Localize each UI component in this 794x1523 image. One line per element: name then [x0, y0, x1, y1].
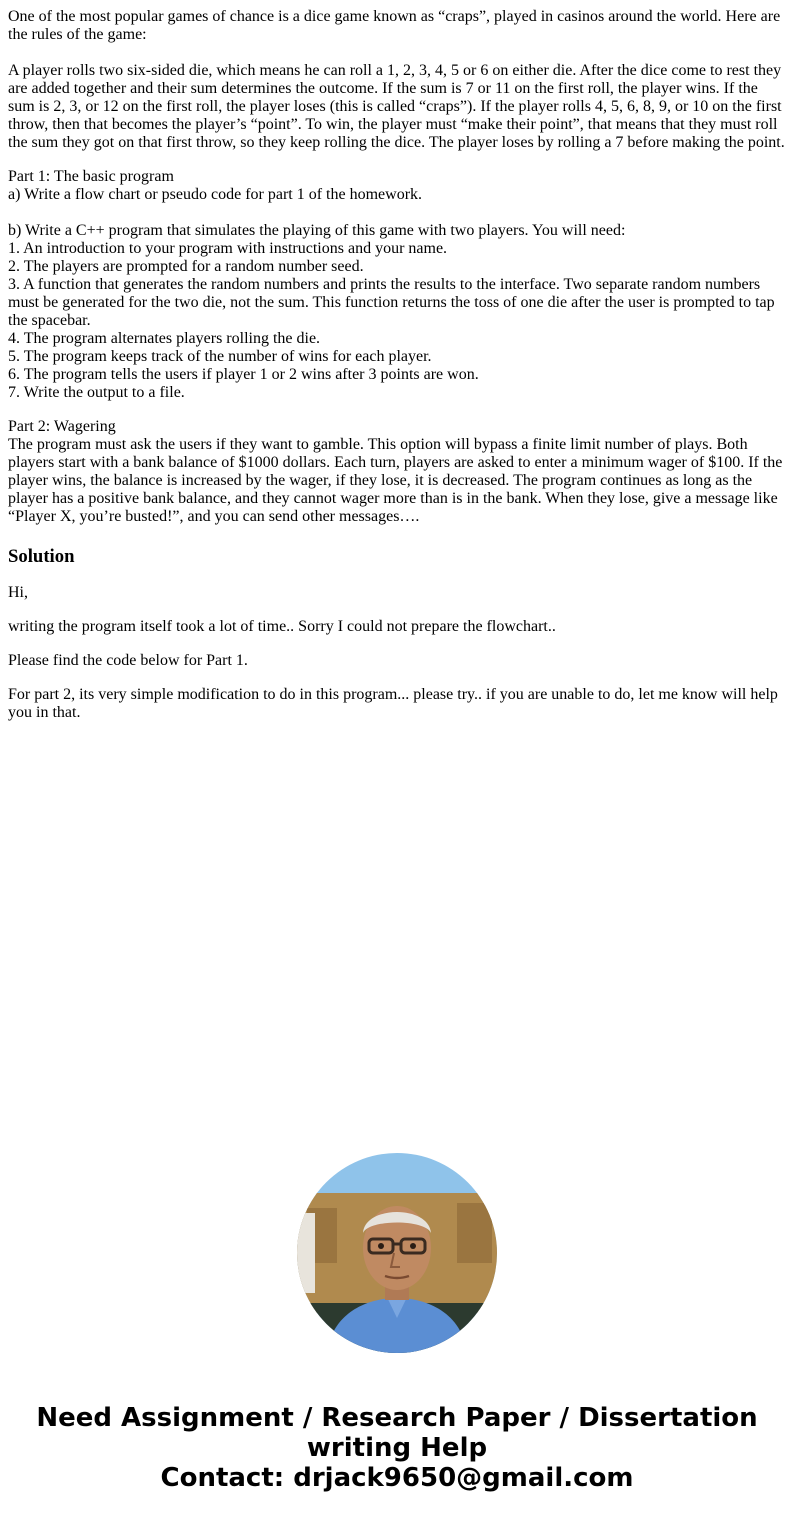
part1-b-section	[8, 222, 786, 402]
promo-banner	[0, 1403, 794, 1493]
author-avatar	[297, 1153, 497, 1353]
promo-line: Need Assignment / Research Paper / Dissertation	[36, 1403, 758, 1433]
question-rules: A player rolls two six-sided die, which means he can roll a 1, 2, 3, 4, 5 or 6 on either die. After the dice come to rest they are added together and their sum determines the outcome. If the sum is 7 or 11 on the first roll, the player wins. If the sum is 2, 3, or 12 on the first roll, the player loses (this is called “craps”). If the player rolls 4, 5, 6, 8, 9, or 10 on the first throw, then that becomes the player’s “point”. To win, the player must “make their point”, that means that they must roll the sum they got on that first throw, so they keep rolling the dice. The player loses by rolling a 7 before making the point.	[8, 62, 785, 151]
solution-paragraph: writing the program itself took a lot of time.. Sorry I could not prepare the flowchart..	[8, 618, 556, 635]
part1-section	[8, 168, 786, 204]
promo-contact: Contact: drjack9650@gmail.com	[160, 1463, 634, 1493]
requirement-item: 7. Write the output to a file.	[8, 384, 185, 401]
requirement-item: 3. A function that generates the random numbers and prints the results to the interface. Two separate random numbers must be generated for the two die, not the sum. This function returns the toss of one die after the user is prompted to tap the spacebar.	[8, 276, 775, 329]
requirement-item: 2. The players are prompted for a random number seed.	[8, 258, 364, 275]
solution-paragraph: Hi,	[8, 584, 28, 601]
requirement-item: 6. The program tells the users if player 1 or 2 wins after 3 points are won.	[8, 366, 479, 383]
part2-section	[8, 418, 786, 526]
solution-paragraph: Please find the code below for Part 1.	[8, 652, 248, 669]
requirement-item: 5. The program keeps track of the number of wins for each player.	[8, 348, 432, 365]
solution-paragraph: For part 2, its very simple modification to do in this program... please try.. if you are unable to do, let me know will help you in that.	[8, 686, 778, 721]
part1-item-a: a) Write a flow chart or pseudo code for part 1 of the homework.	[8, 186, 423, 203]
solution-body	[8, 584, 786, 722]
part1-item-b: b) Write a C++ program that simulates the playing of this game with two players. You will need:	[8, 222, 626, 239]
requirement-item: 4. The program alternates players rolling the die.	[8, 330, 321, 347]
part1-title: Part 1: The basic program	[8, 168, 174, 185]
question-intro: One of the most popular games of chance is a dice game known as “craps”, played in casinos around the world. Here are the rules of the game:	[8, 8, 781, 43]
author-avatar-illustration	[297, 1153, 497, 1353]
promo-line: writing Help	[306, 1433, 488, 1463]
part2-body: The program must ask the users if they want to gamble. This option will bypass a finite limit number of plays. Both players start with a bank balance of $1000 dollars. Each turn, players are asked to enter a minimum wager of $100. If the player wins, the balance is increased by the wager, if they lose, it is decreased. The program continues as long as the player has a positive bank balance, and they cannot wager more than is in the bank. When they lose, give a message like “Player X, you’re busted!”, and you can send other messages….	[8, 436, 783, 525]
requirement-item: 1. An introduction to your program with instructions and your name.	[8, 240, 448, 257]
solution-heading: Solution	[8, 546, 75, 567]
document-content	[8, 0, 786, 722]
part2-title: Part 2: Wagering	[8, 418, 116, 435]
